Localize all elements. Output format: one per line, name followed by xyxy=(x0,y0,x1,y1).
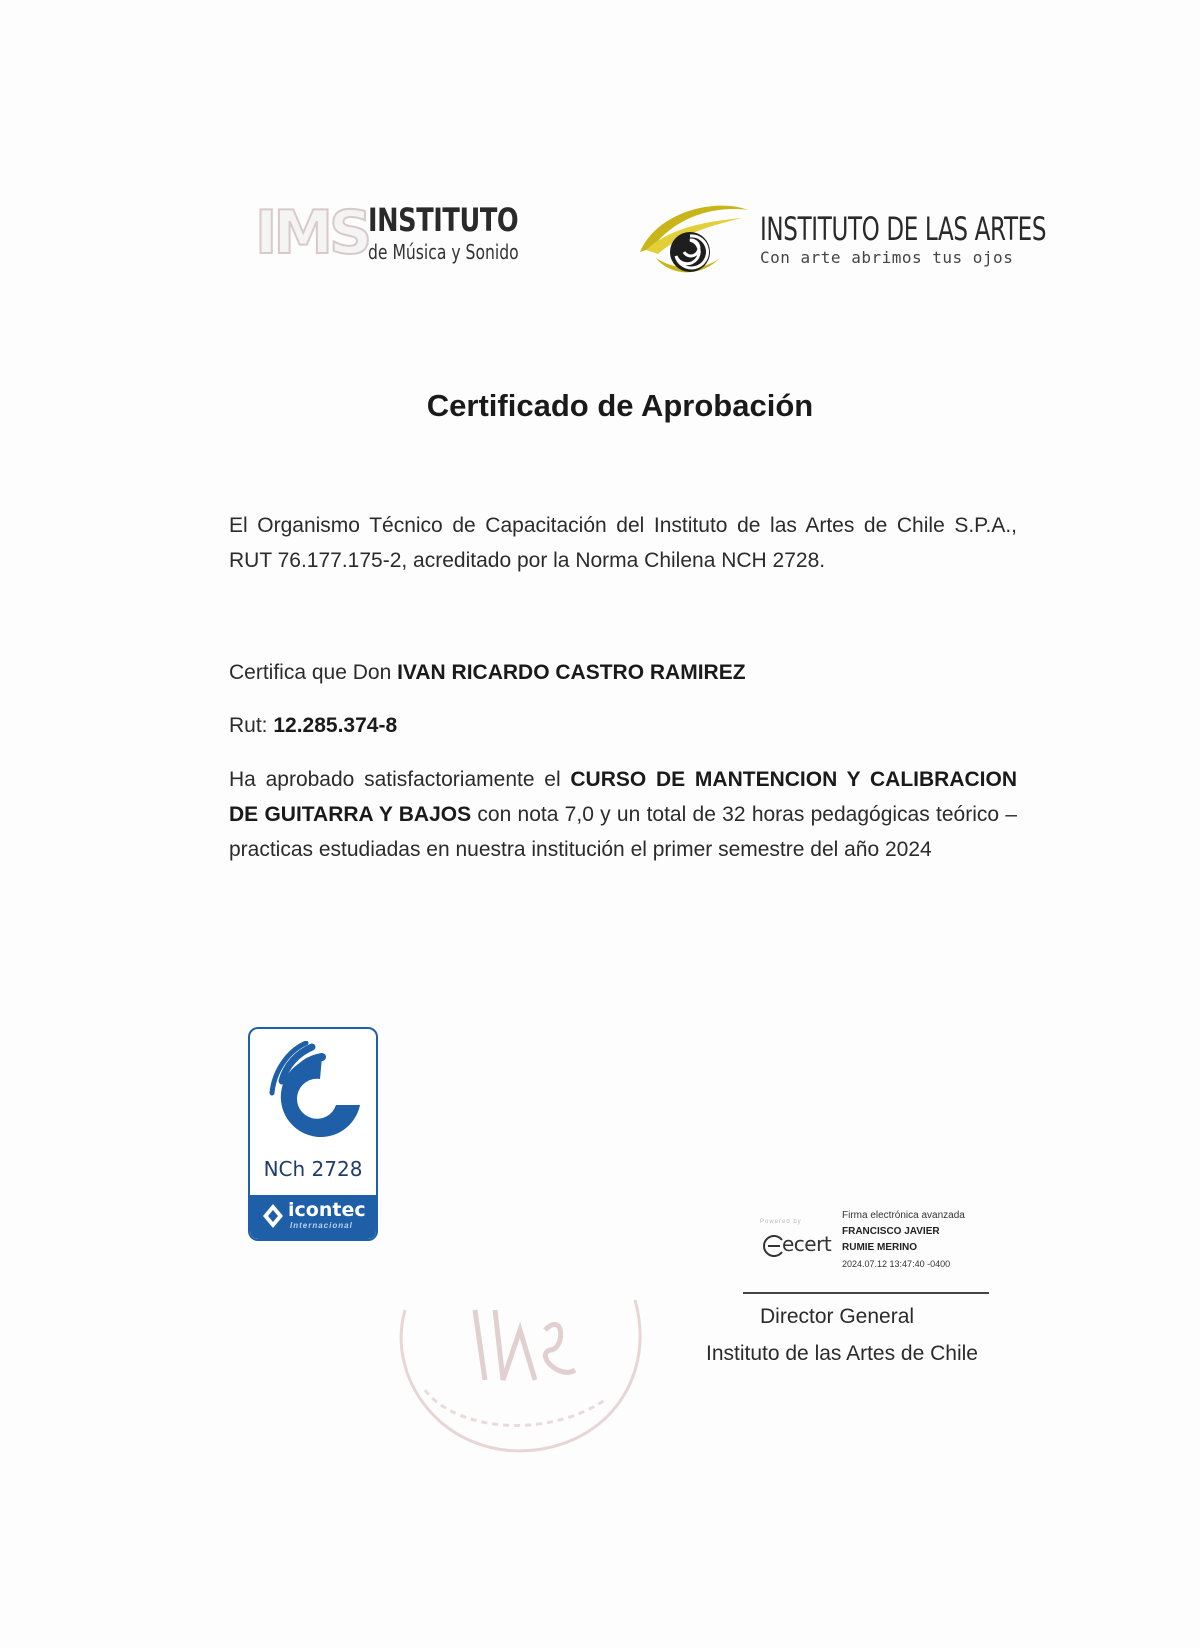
seal-brand-sub: Internacional xyxy=(290,1221,353,1230)
rut-line xyxy=(229,708,1017,743)
approval-paragraph xyxy=(229,762,1017,867)
icontec-diamond-icon xyxy=(262,1203,284,1229)
ims-logo-name: INSTITUTO xyxy=(368,201,519,239)
sig-signer-line1: FRANCISCO JAVIER xyxy=(842,1226,940,1237)
intro-paragraph: El Organismo Técnico de Capacitación del Instituto de las Artes de Chile S.P.A., RUT 76.177.175-2, acreditado por la Norma Chilena NCH 2728. xyxy=(229,514,1017,572)
artes-logo-name: INSTITUTO DE LAS ARTES xyxy=(760,210,1047,248)
signer-role: Director General xyxy=(760,1305,915,1328)
sig-timestamp: 2024.07.12 13:47:40 -0400 xyxy=(842,1259,951,1269)
certifica-line xyxy=(229,655,1017,690)
artes-logo xyxy=(638,200,1047,280)
sig-type: Firma electrónica avanzada xyxy=(842,1210,965,1221)
ims-logo-mark: IMS xyxy=(255,198,369,268)
rut-value: 12.285.374-8 xyxy=(273,714,398,737)
course-name: CURSO DE MANTENCION Y CALIBRACION DE GUITARRA Y BAJOS xyxy=(229,768,1017,826)
certifica-prefix: Certifica que Don xyxy=(229,661,392,684)
seal-brand-band xyxy=(250,1195,376,1239)
seal-brand-name: icontec xyxy=(288,1199,366,1221)
artes-logo-tagline: Con arte abrimos tus ojos xyxy=(760,248,1014,267)
signature-line xyxy=(743,1292,989,1294)
certificate-title: Certificado de Aprobación xyxy=(426,388,814,423)
ims-logo-subtitle: de Música y Sonido xyxy=(368,240,519,264)
sig-details xyxy=(842,1208,965,1272)
icontec-seal xyxy=(248,1027,378,1241)
student-name: IVAN RICARDO CASTRO RAMIREZ xyxy=(397,661,746,684)
rut-label: Rut: xyxy=(229,714,268,737)
ims-stamp-watermark xyxy=(385,1270,655,1460)
icontec-c-icon xyxy=(262,1041,366,1145)
approval-suffix: con nota 7,0 y un total de 32 horas pedagógicas teórico – practicas estudiadas en nuestra institución el primer semestre del año 2024 xyxy=(229,803,1017,861)
electronic-signature xyxy=(760,1208,1010,1278)
eye-logo-icon xyxy=(638,200,750,282)
sig-provider: ecert xyxy=(782,1232,832,1256)
ims-logo xyxy=(255,198,519,270)
seal-norm-label: NCh 2728 xyxy=(263,1157,363,1181)
sig-powered-by: Powered by xyxy=(760,1219,802,1225)
signer-organization: Instituto de las Artes de Chile xyxy=(706,1342,978,1365)
sig-signer-line2: RUMIE MERINO xyxy=(842,1242,917,1253)
approval-prefix: Ha aprobado satisfactoriamente el xyxy=(229,768,561,791)
